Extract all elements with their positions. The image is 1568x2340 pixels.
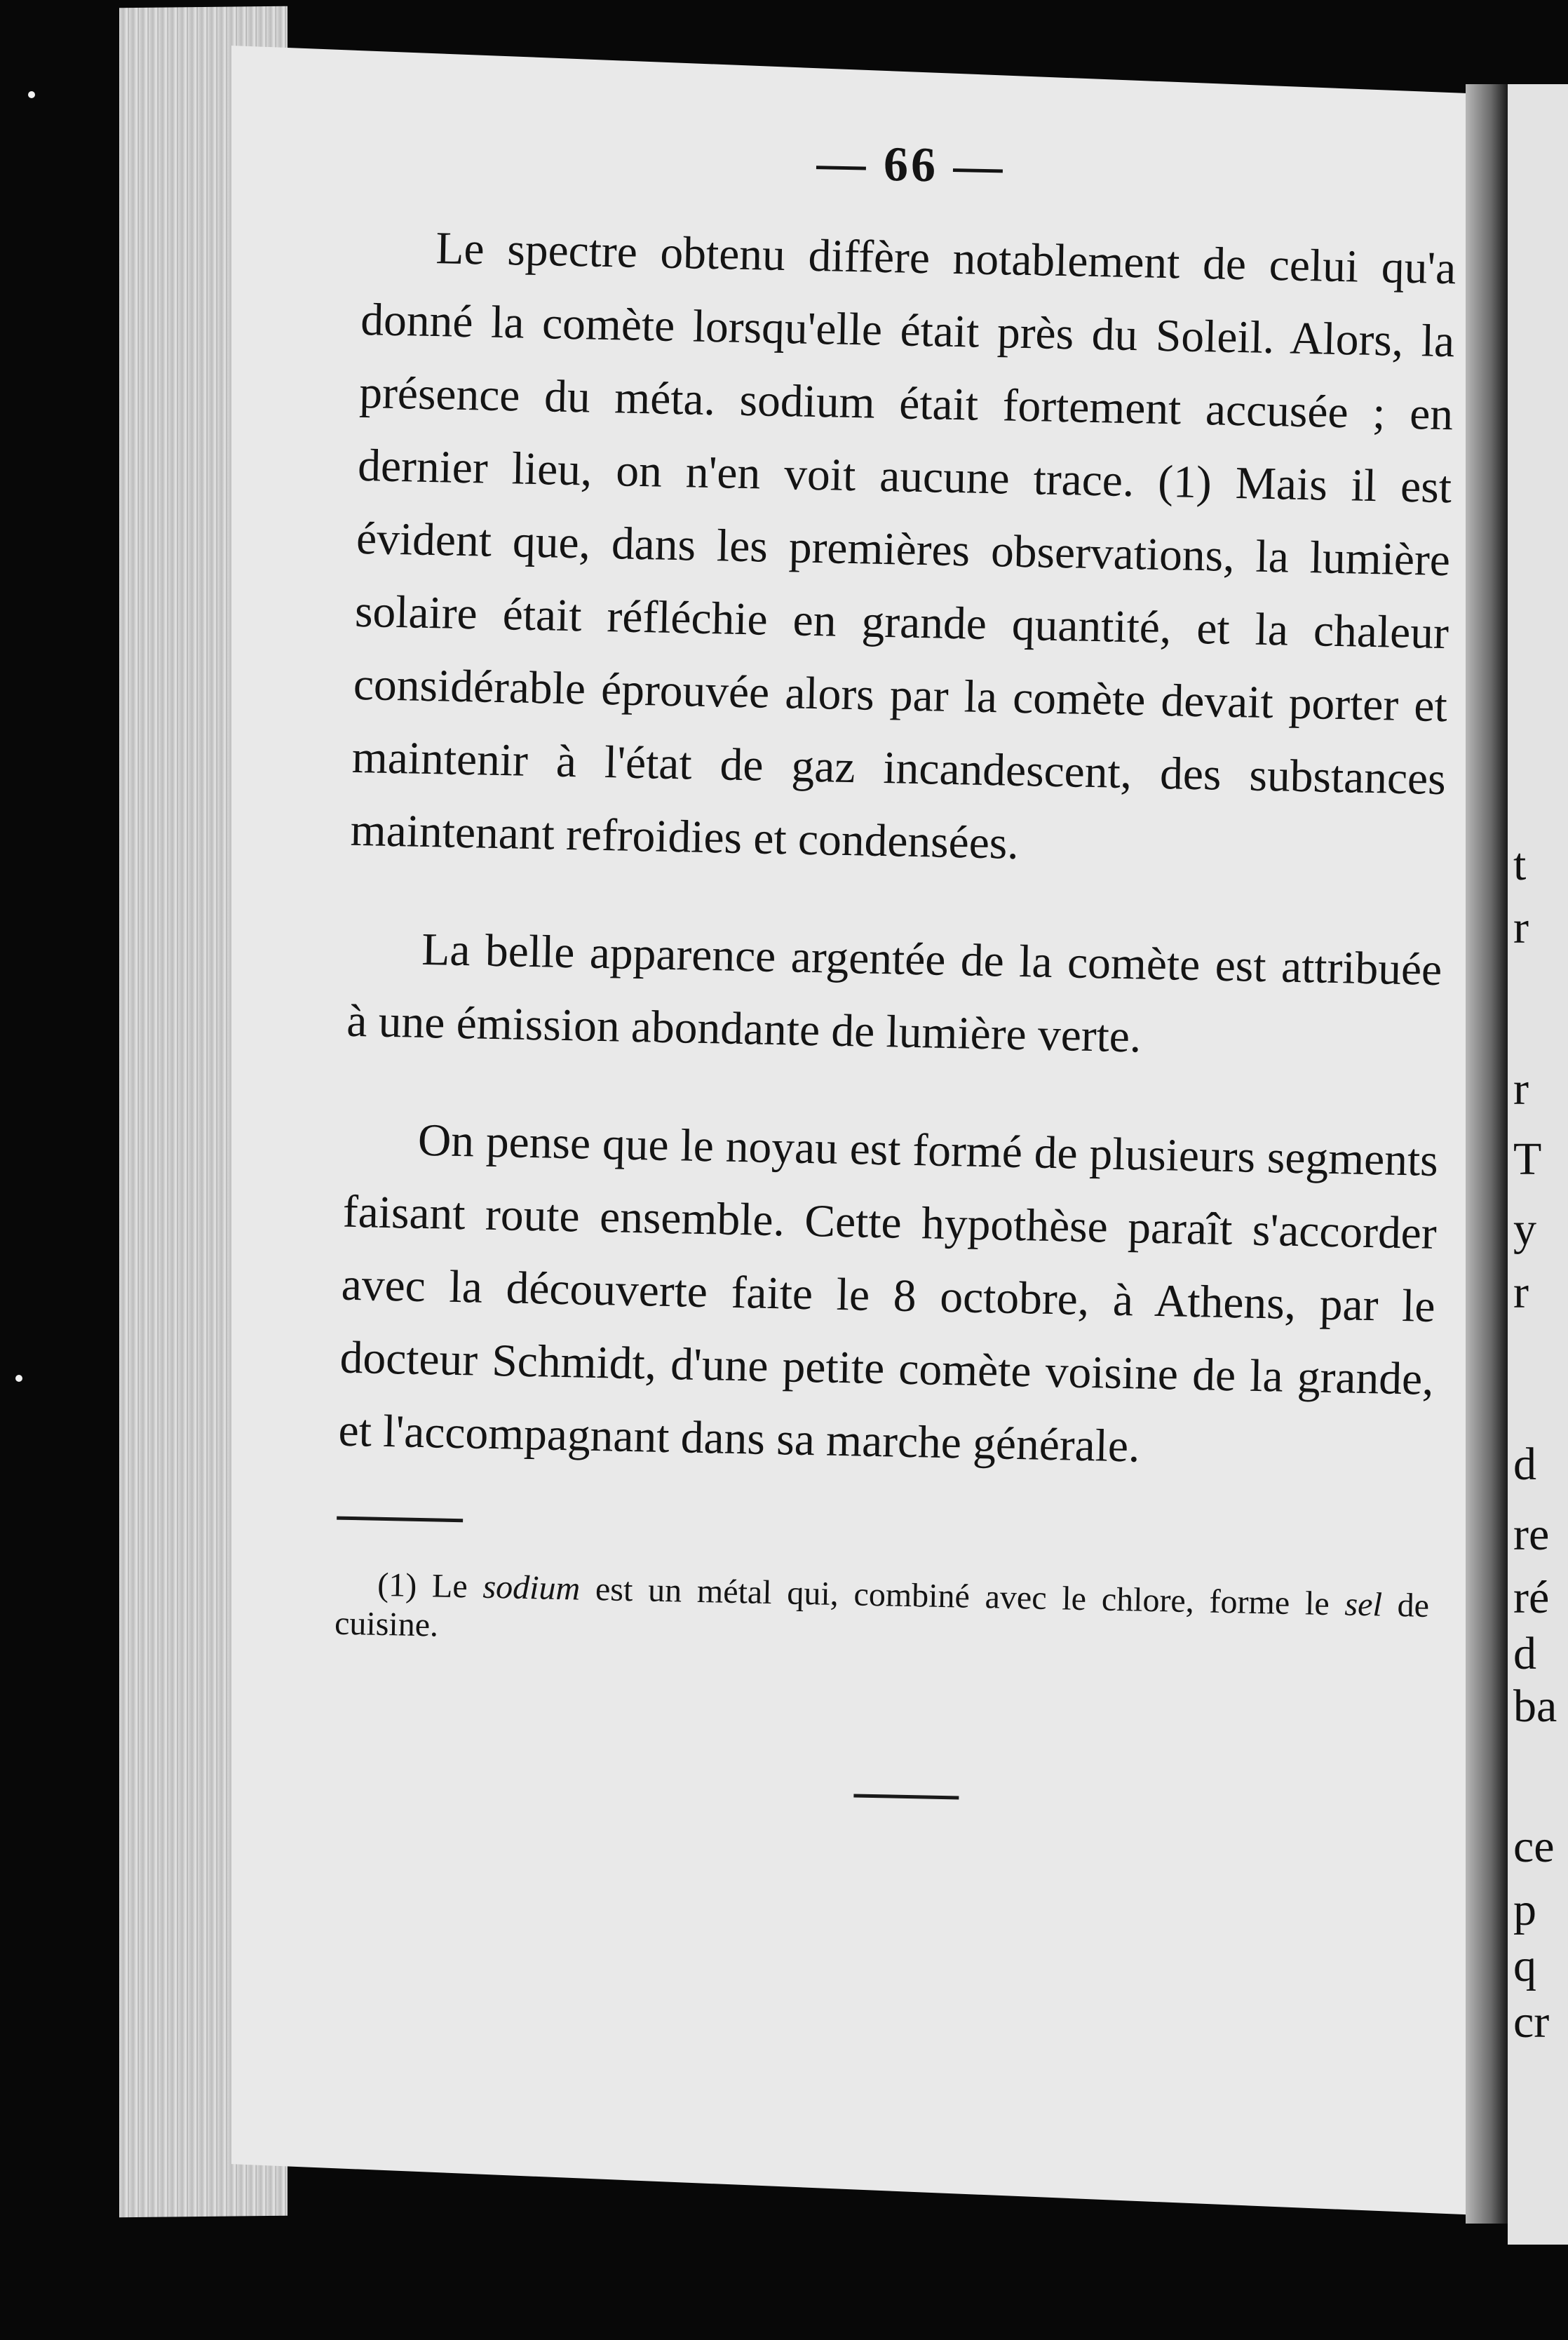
facing-fragment: t [1513,839,1527,890]
facing-fragment: r [1513,1063,1529,1115]
facing-fragment: cr [1513,1996,1550,2048]
facing-fragment: d [1513,1628,1536,1679]
footnote-text: de cuisine. [334,1586,1430,1644]
page-number: — 66 — [816,135,1006,194]
facing-fragment: re [1513,1509,1550,1560]
facing-fragment: r [1513,902,1529,953]
facing-fragment: p [1513,1884,1536,1935]
paragraph-silver-appearance: La belle apparence argentée de la comète est attribuée à une émission abondante de lumière verte. [346,924,1442,1063]
facing-fragment: d [1513,1439,1536,1490]
footnote [334,1565,1430,1665]
footnote-marker: (1) [377,1566,417,1604]
scan-speck [15,1375,22,1382]
facing-fragment: r [1513,1267,1529,1318]
footnote-italic-sel: sel [1344,1585,1383,1624]
facing-fragment: q [1513,1940,1536,1991]
footnote-text: Le [431,1567,468,1606]
page-text [331,126,1458,1809]
footnote-text: est un métal qui, combiné avec le chlore, forme le [595,1571,1330,1623]
footnote-separator [337,1517,463,1523]
footnote-italic-sodium: sodium [482,1568,581,1608]
scan-speck [28,91,35,98]
paragraph-spectrum: Le spectre obtenu diffère notablement de celui qu'a donné la comète lorsqu'elle était près du Soleil. Alors, la présence du méta. sodium était fortement accusée ; en dernier lieu, on n'en voit aucune trace. (1) Mais il est évident que, dans les premières observations, la lumière solaire était réfléchie en grande quantité, et la chaleur considérable éprouvée alors par la comète devait porter et maintenir à l'état de gaz incandescent, des substances maintenant refroidies et condensées. [350,223,1457,869]
facing-fragment: T [1513,1134,1542,1185]
facing-fragment: ré [1513,1572,1550,1623]
facing-page [1508,84,1568,2245]
facing-fragment: ba [1513,1681,1557,1732]
facing-fragment: y [1513,1204,1536,1255]
page-gutter-shadow [1466,84,1508,2224]
paragraph-nucleus: On pense que le noyau est formé de plusieurs segments faisant route ensemble. Cette hypothèse paraît s'accorder avec la découverte faite le 8 octobre, à Athens, par le docteur Schmidt, d'une petite comète voisine de la grande, et l'accompagnant dans sa marche générale. [337,1115,1439,1472]
facing-fragment: ce [1513,1821,1555,1872]
